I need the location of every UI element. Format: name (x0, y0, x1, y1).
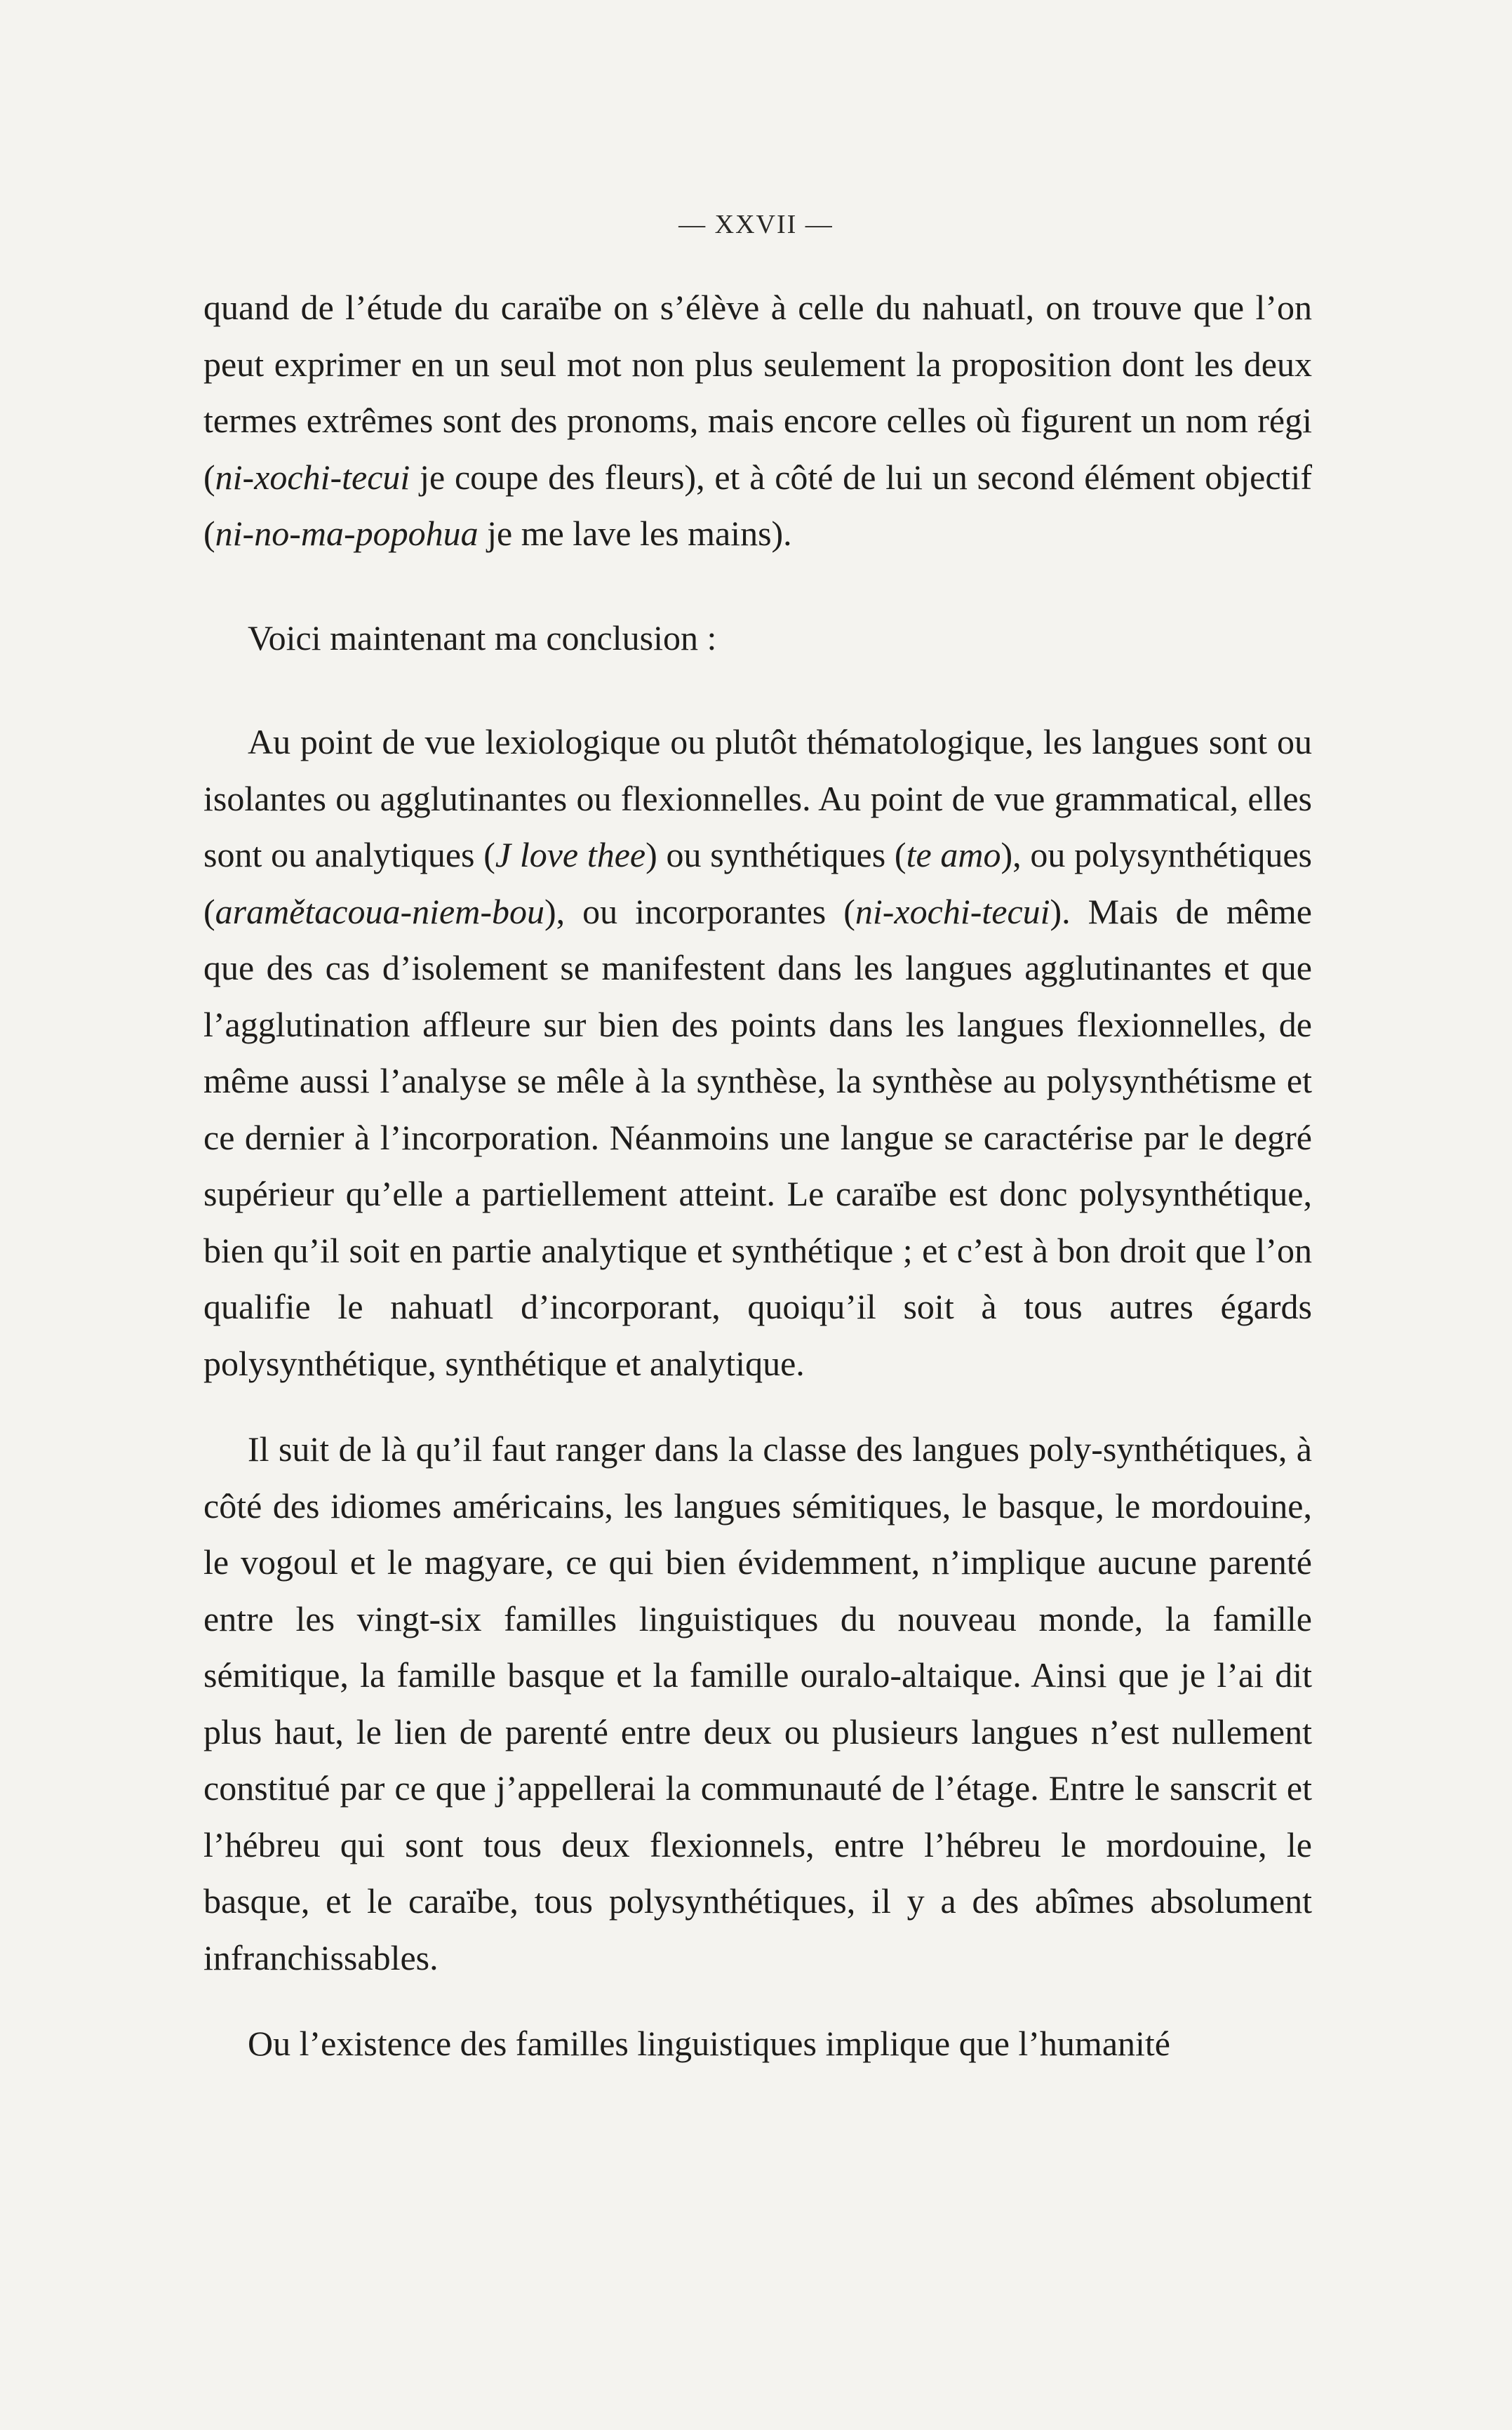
main-example-3: aramětacoua-niem-bou (215, 891, 544, 931)
page-number: — XXVII — (678, 210, 834, 239)
intro-example-2: ni-no-ma-popohua (215, 514, 479, 553)
intro-text-2: je coupe des fleurs), et à côté de lui un second élément objectif ( (203, 457, 1312, 553)
main-text-3: ), ou polysynthétiques ( (203, 835, 1312, 931)
main-example-2: te amo (906, 835, 1001, 874)
main-text-2: ) ou synthétiques ( (645, 835, 906, 874)
paragraph-intro (203, 279, 1312, 562)
main-text-1: Au point de vue lexiologique ou plutôt thématologique, les langues sont ou isolantes ou agglutinantes ou flexionnelles. Au point de vue grammatical, elles sont ou analytiques ( (203, 722, 1312, 874)
main-example-1: J love thee (495, 835, 646, 874)
main-example-4: ni-xochi-tecui (855, 891, 1050, 931)
paragraph-families: Ou l’existence des familles linguistiques implique que l’humanité (248, 2024, 1170, 2063)
paragraph-conclusion-heading: Voici maintenant ma conclusion : (248, 617, 717, 657)
paragraph-conclusion (203, 714, 1312, 1391)
body-text (203, 279, 1312, 2072)
main-text-5: ). Mais de même que des cas d’isolement se manifestent dans les langues agglutinantes et que l’agglutination affleure sur bien des points dans les langues flexionnelles, de même aussi l’analyse se mêle à la synthèse, la synthèse au polysynthétisme et ce dernier à l’incorporation. Néanmoins une langue se caractérise par le degré supérieur qu’elle a partiellement atteint. Le caraïbe est donc polysynthétique, bien qu’il soit en partie analytique et synthétique ; et c’est à bon droit que l’on qualifie le nahuatl d’incorporant, quoiqu’il soit à tous autres égards polysynthétique, synthétique et analytique. (203, 891, 1313, 1383)
intro-example-1: ni-xochi-tecui (215, 457, 410, 497)
paragraph-classification: Il suit de là qu’il faut ranger dans la classe des langues poly-synthétiques, à côté des idiomes américains, les langues sémitiques, le basque, le mordouine, le vogoul et le magyare, ce qui bien évidemment, n’implique aucune parenté entre les vingt-six familles linguistiques du nouveau monde, la famille sémitique, la famille basque et la famille ouralo-altaique. Ainsi que je l’ai dit plus haut, le lien de parenté entre deux ou plusieurs langues n’est nullement constitué par ce que j’appellerai la communauté de l’étage. Entre le sanscrit et l’hébreu qui sont tous deux flexionnels, entre l’hébreu le mordouine, le basque, et le caraïbe, tous polysynthétiques, il y a des abîmes absolument infranchissables. (203, 1429, 1312, 1977)
intro-text-1: quand de l’étude du caraïbe on s’élève à celle du nahuatl, on trouve que l’on peut exprimer en un seul mot non plus seulement la proposition dont les deux termes extrêmes sont des pronoms, mais encore celles où figurent un nom régi ( (203, 288, 1312, 497)
main-text-4: ), ou incorporantes ( (544, 891, 855, 931)
intro-text-3: je me lave les mains). (478, 514, 792, 553)
